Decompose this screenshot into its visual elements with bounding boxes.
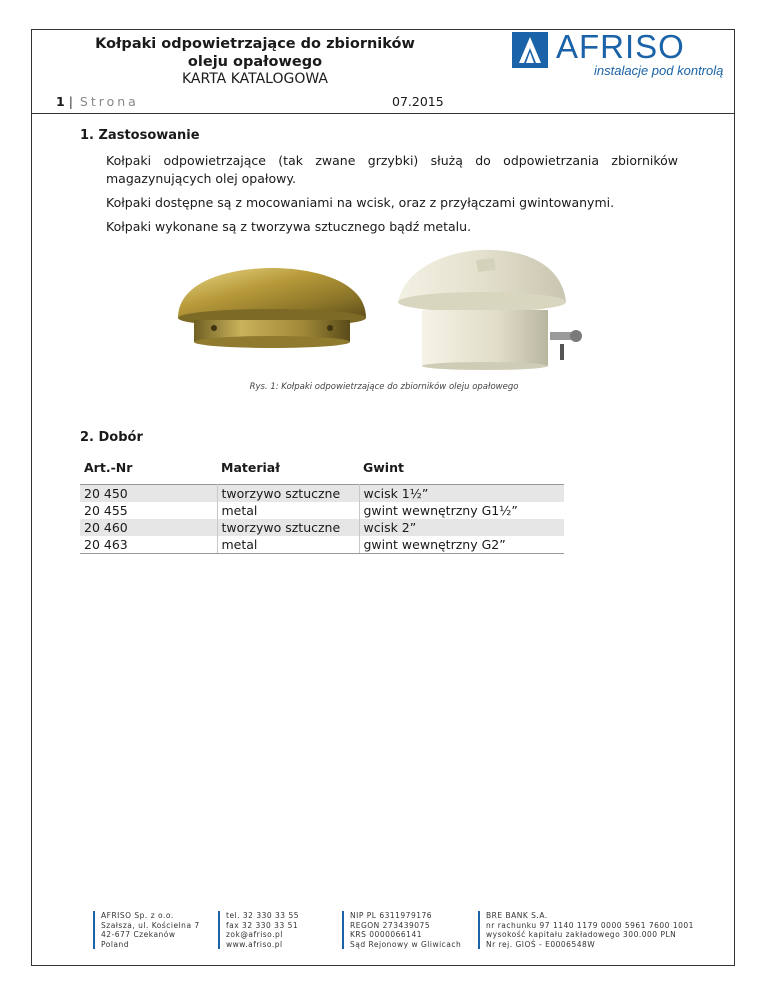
selection-table <box>80 460 564 554</box>
table-row <box>80 502 564 519</box>
section-heading-dobor: 2. Dobór <box>80 430 143 445</box>
cell-gwint: gwint wewnętrzny G1½” <box>363 503 518 518</box>
document-title-line-1: Kołpaki odpowietrzające do zbiorników <box>95 36 415 52</box>
cell-art-nr: 20 450 <box>80 485 217 503</box>
column-header-gwint: Gwint <box>363 460 404 475</box>
figure-caption: Rys. 1: Kołpaki odpowietrzające do zbiorników oleju opałowego <box>249 382 519 392</box>
table-row <box>80 485 564 503</box>
document-title-line-2: oleju opałowego <box>187 54 323 70</box>
cell-gwint: wcisk 1½” <box>359 485 564 503</box>
footer-line: REGON 273439075 <box>350 920 431 930</box>
document-subtitle: KARTA KATALOGOWA <box>181 71 329 87</box>
footer-line: wysokość kapitału zakładowego 300.000 PLN <box>486 930 677 939</box>
footer-line: fax 32 330 33 51 <box>226 920 299 930</box>
footer-line: 42-677 Czekanów <box>101 930 176 939</box>
cell-art-nr: 20 455 <box>80 502 217 519</box>
cell-material: metal <box>217 502 359 519</box>
cell-art-nr: 20 463 <box>80 536 217 554</box>
footer-line: BRE BANK S.A. <box>486 911 548 920</box>
afriso-logo-icon <box>512 32 548 68</box>
metal-cap-image <box>172 260 372 360</box>
afriso-logo <box>512 28 727 80</box>
footer-line: tel. 32 330 33 55 <box>226 911 300 920</box>
footer-line: Poland <box>101 939 130 949</box>
footer-registration <box>342 911 461 949</box>
cell-material: metal <box>217 536 359 554</box>
logo-tagline: instalacje pod kontrolą <box>594 63 724 78</box>
footer-bank <box>478 911 694 949</box>
table-row <box>80 519 564 536</box>
column-header-art-nr: Art.-Nr <box>84 460 133 475</box>
document-title <box>60 35 450 71</box>
page-separator: | <box>68 94 73 109</box>
cell-material: tworzywo sztuczne <box>217 485 359 503</box>
footer-line: AFRISO Sp. z o.o. <box>101 911 174 920</box>
page-word: Strona <box>79 94 139 109</box>
paragraph-1: Kołpaki odpowietrzające (tak zwane grzybki) służą do odpowietrzania zbiorników magazynujących olej opałowy. <box>106 153 678 186</box>
footer-contact <box>218 911 299 949</box>
footer-email-link[interactable]: zok@afriso.pl <box>226 930 283 939</box>
page-number-value: 1 <box>56 94 65 109</box>
footer-line: KRS 0000066141 <box>350 930 422 939</box>
column-header-material: Materiał <box>221 460 280 475</box>
document-date: 07.2015 <box>392 94 444 109</box>
paragraph-2: Kołpaki dostępne są z mocowaniami na wcisk, oraz z przyłączami gwintowanymi. <box>106 195 615 210</box>
paragraph-3: Kołpaki wykonane są z tworzywa sztucznego bądź metalu. <box>106 219 472 234</box>
plastic-cap-image <box>394 240 604 372</box>
footer-line: Szałsza, ul. Kościelna 7 <box>101 920 200 930</box>
footer-line: NIP PL 6311979176 <box>350 911 433 920</box>
logo-wordmark: AFRISO <box>556 28 685 65</box>
page-number <box>56 94 139 109</box>
table-row <box>80 536 564 554</box>
header-divider <box>31 113 735 114</box>
footer-website-link[interactable]: www.afriso.pl <box>226 939 283 949</box>
footer-line: Nr rej. GIOŚ - E0006548W <box>486 939 596 949</box>
cell-art-nr: 20 460 <box>80 519 217 536</box>
footer-line: Sąd Rejonowy w Gliwicach <box>350 939 462 949</box>
cell-material: tworzywo sztuczne <box>217 519 359 536</box>
section-heading-zastosowanie: 1. Zastosowanie <box>80 128 200 143</box>
footer-company-address <box>93 911 200 949</box>
cell-gwint: wcisk 2” <box>359 519 564 536</box>
footer-line: nr rachunku 97 1140 1179 0000 5961 7600 1001 <box>486 920 694 930</box>
cell-gwint: gwint wewnętrzny G2” <box>359 536 564 554</box>
table-header-row <box>80 460 564 480</box>
